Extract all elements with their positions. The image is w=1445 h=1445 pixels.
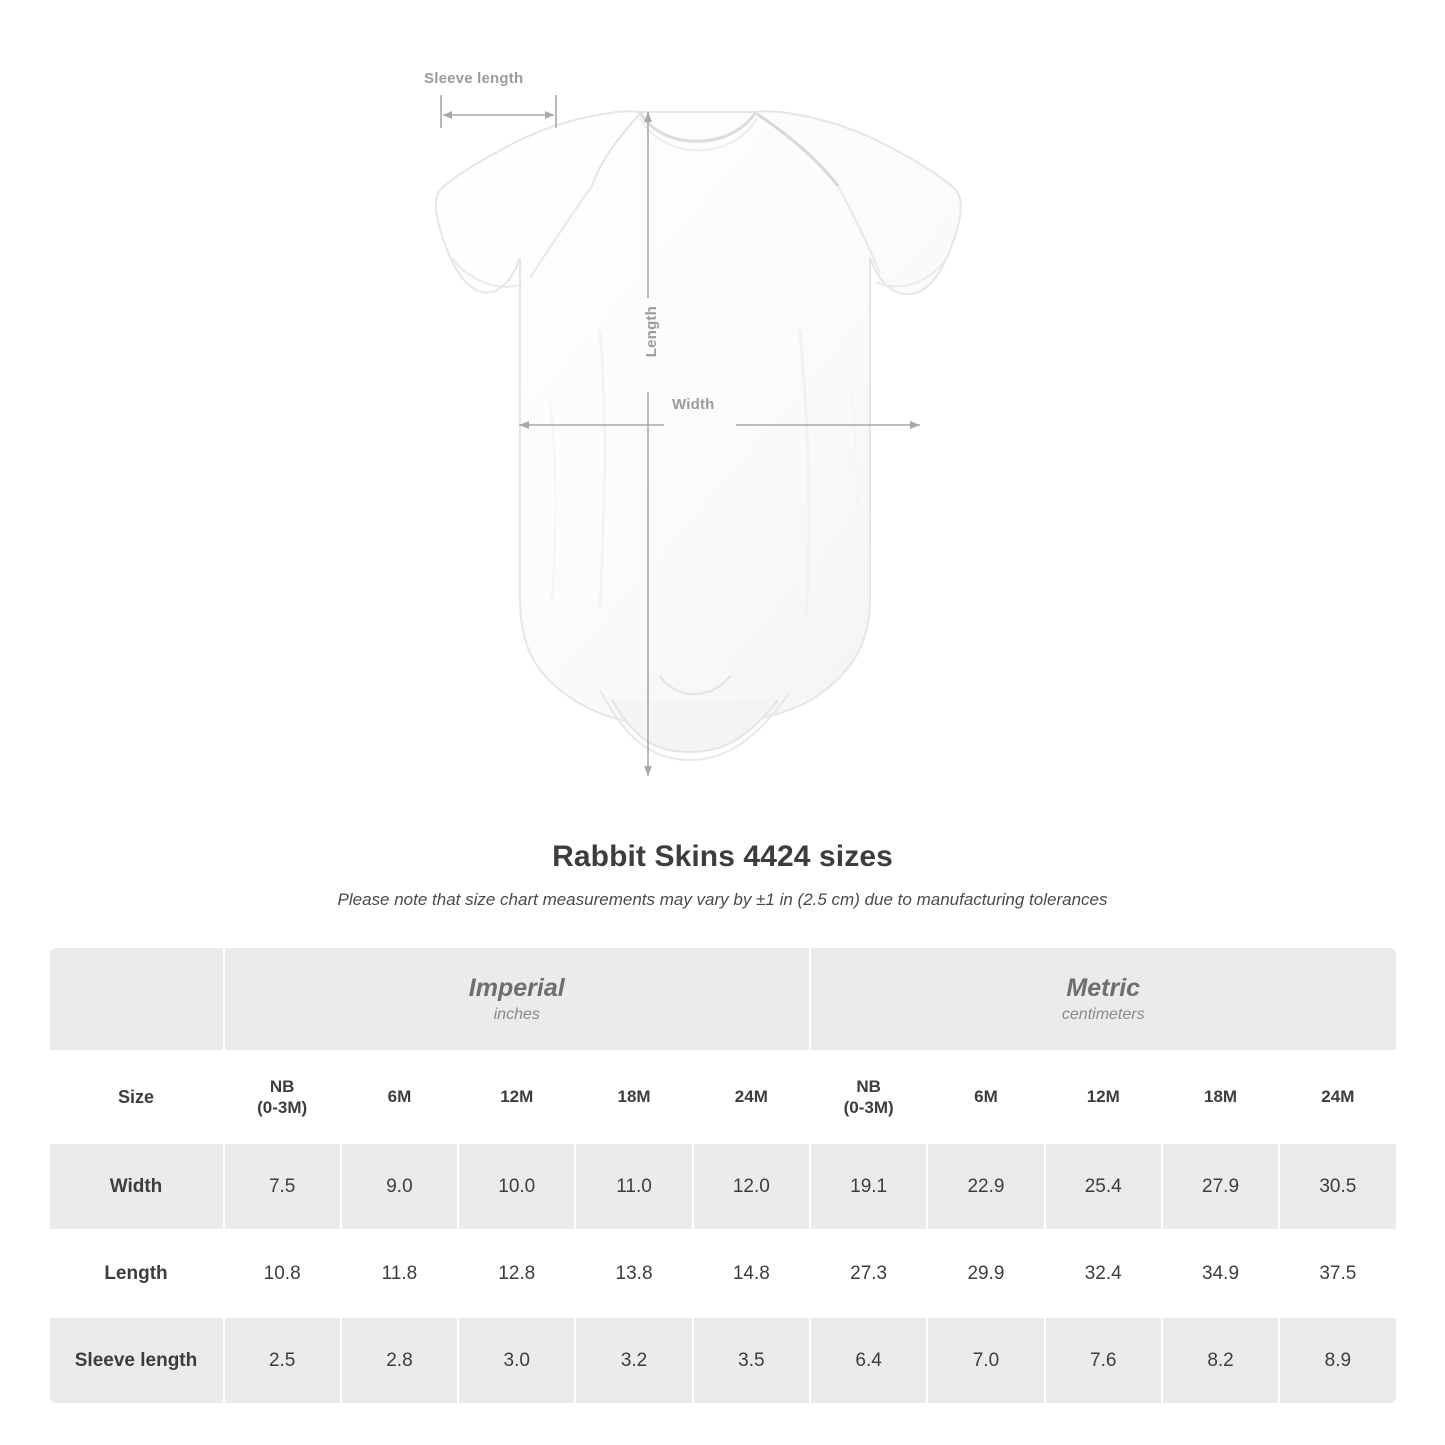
cell-sleeve-12m-in: 3.0	[458, 1317, 575, 1404]
cell-width-12m-in: 10.0	[458, 1143, 575, 1230]
table-row	[49, 1230, 1397, 1317]
header-size-label: Size	[49, 1051, 224, 1143]
header-col-nb-imperial-top: NB	[269, 1076, 295, 1096]
cell-width-6m-cm: 22.9	[927, 1143, 1044, 1230]
size-table-wrapper	[48, 946, 1398, 1405]
unit-spacer-cell	[49, 947, 224, 1051]
cell-sleeve-24m-in: 3.5	[693, 1317, 810, 1404]
header-col-18m-imperial: 18M	[575, 1051, 692, 1143]
unit-group-imperial	[224, 947, 810, 1051]
header-col-nb-imperial	[224, 1051, 341, 1143]
column-header-row	[49, 1051, 1397, 1143]
cell-length-nb-cm: 27.3	[810, 1230, 927, 1317]
width-dimension-label: Width	[672, 396, 715, 413]
cell-sleeve-12m-cm: 7.6	[1045, 1317, 1162, 1404]
cell-length-18m-in: 13.8	[575, 1230, 692, 1317]
cell-sleeve-nb-in: 2.5	[224, 1317, 341, 1404]
cell-sleeve-nb-cm: 6.4	[810, 1317, 927, 1404]
header-col-nb-metric	[810, 1051, 927, 1143]
cell-width-24m-cm: 30.5	[1279, 1143, 1396, 1230]
cell-sleeve-24m-cm: 8.9	[1279, 1317, 1396, 1404]
cell-length-24m-in: 14.8	[693, 1230, 810, 1317]
unit-group-imperial-sub: inches	[493, 1006, 540, 1024]
header-col-6m-imperial: 6M	[341, 1051, 458, 1143]
cell-length-18m-cm: 34.9	[1162, 1230, 1279, 1317]
title-block	[0, 840, 1445, 910]
cell-length-12m-cm: 32.4	[1045, 1230, 1162, 1317]
cell-sleeve-6m-cm: 7.0	[927, 1317, 1044, 1404]
bodysuit-shape	[436, 111, 961, 760]
cell-width-6m-in: 9.0	[341, 1143, 458, 1230]
cell-width-24m-in: 12.0	[693, 1143, 810, 1230]
header-col-6m-metric: 6M	[927, 1051, 1044, 1143]
cell-width-nb-cm: 19.1	[810, 1143, 927, 1230]
header-col-12m-imperial: 12M	[458, 1051, 575, 1143]
unit-group-metric-sub: centimeters	[1061, 1006, 1145, 1024]
header-col-24m-imperial: 24M	[693, 1051, 810, 1143]
cell-width-18m-in: 11.0	[575, 1143, 692, 1230]
length-dimension-label: Length	[643, 306, 660, 358]
row-label-sleeve-length: Sleeve length	[49, 1317, 224, 1404]
row-label-length: Length	[49, 1230, 224, 1317]
size-table	[48, 946, 1398, 1405]
cell-sleeve-6m-in: 2.8	[341, 1317, 458, 1404]
cell-width-18m-cm: 27.9	[1162, 1143, 1279, 1230]
table-row	[49, 1317, 1397, 1404]
cell-length-6m-in: 11.8	[341, 1230, 458, 1317]
cell-sleeve-18m-in: 3.2	[575, 1317, 692, 1404]
table-row	[49, 1143, 1397, 1230]
unit-group-metric	[810, 947, 1397, 1051]
page-title: Rabbit Skins 4424 sizes	[552, 840, 893, 873]
cell-width-12m-cm: 25.4	[1045, 1143, 1162, 1230]
unit-group-row	[49, 947, 1397, 1051]
cell-sleeve-18m-cm: 8.2	[1162, 1317, 1279, 1404]
cell-width-nb-in: 7.5	[224, 1143, 341, 1230]
unit-group-imperial-name: Imperial	[468, 973, 565, 1002]
row-label-width: Width	[49, 1143, 224, 1230]
sleeve-length-dimension-label: Sleeve length	[424, 70, 524, 87]
header-col-nb-metric-bottom: (0-3M)	[843, 1098, 894, 1117]
header-col-12m-metric: 12M	[1045, 1051, 1162, 1143]
header-col-18m-metric: 18M	[1162, 1051, 1279, 1143]
cell-length-24m-cm: 37.5	[1279, 1230, 1396, 1317]
cell-length-12m-in: 12.8	[458, 1230, 575, 1317]
tolerance-note: Please note that size chart measurements may vary by ±1 in (2.5 cm) due to manufacturing tolerances	[337, 890, 1108, 909]
cell-length-6m-cm: 29.9	[927, 1230, 1044, 1317]
header-col-nb-metric-top: NB	[856, 1076, 881, 1096]
cell-length-nb-in: 10.8	[224, 1230, 341, 1317]
header-col-nb-imperial-bottom: (0-3M)	[257, 1098, 308, 1117]
unit-group-metric-name: Metric	[1066, 973, 1141, 1002]
header-col-24m-metric: 24M	[1279, 1051, 1396, 1143]
